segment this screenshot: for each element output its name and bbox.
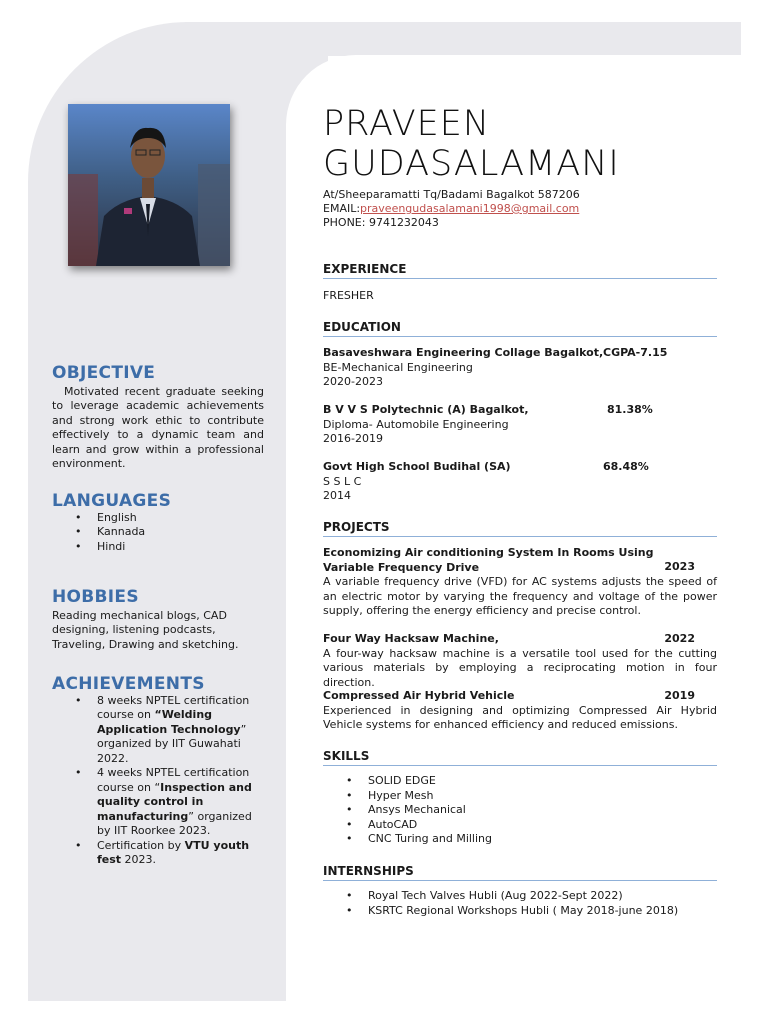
skill-item: • AutoCAD: [368, 818, 717, 833]
project-item: [323, 689, 717, 733]
experience-text: FRESHER: [323, 289, 374, 302]
skill-item: • Hyper Mesh: [368, 789, 717, 804]
candidate-name: [323, 104, 620, 184]
achievement-item: • 4 weeks NPTEL certification course on “Inspection and quality control in manufacturing” organized by IIT Roorkee 2023.: [97, 766, 264, 839]
internships-heading: INTERNSHIPS: [323, 864, 717, 881]
project-desc: Experienced in designing and optimizing Compressed Air Hybrid Vehicle systems for enhanced efficiency and reduced emissions.: [323, 703, 717, 731]
achievement-item: • Certification by VTU youth fest 2023.: [97, 839, 264, 868]
achievement-item: • 8 weeks NPTEL certification course on “Welding Application Technology” organized by IIT Guwahati 2022.: [97, 694, 264, 767]
skill-item: • Ansys Mechanical: [368, 803, 717, 818]
education-item: [323, 460, 717, 504]
education-heading: EDUCATION: [323, 320, 717, 337]
score: 68.48%: [603, 460, 649, 473]
education-item: [323, 403, 717, 447]
project-item: [323, 546, 717, 619]
years: 2016-2019: [323, 432, 383, 445]
project-desc: A variable frequency drive (VFD) for AC systems adjusts the speed of an electric motor by varying the frequency and voltage of the power supply, offering the energy efficiency and precise control.: [323, 575, 717, 617]
course: Diploma- Automobile Engineering: [323, 417, 509, 431]
project-desc: A four-way hacksaw machine is a versatile tool used for the cutting various materials by employing a reciprocating motion in four direction.: [323, 646, 717, 689]
hobbies-text: Reading mechanical blogs, CAD designing, listening podcasts, Traveling, Drawing and sketching.: [52, 608, 239, 651]
skills-heading: SKILLS: [323, 749, 717, 766]
achievements-heading: ACHIEVEMENTS: [52, 674, 205, 694]
projects-heading: PROJECTS: [323, 520, 717, 537]
project-title: Economizing Air conditioning System In Rooms Using Variable Frequency Drive: [323, 546, 654, 574]
name-last: GUDASALAMANI: [323, 144, 620, 184]
objective-text: Motivated recent graduate seeking to leverage academic achievements and strong work ethic to contribute effectively to a dynamic team and learn and grow within a professional environment.: [52, 384, 264, 470]
profile-photo: [68, 104, 230, 266]
internship-item: • Royal Tech Valves Hubli (Aug 2022-Sept 2022): [368, 889, 717, 904]
skills-list: [323, 774, 717, 847]
skills-section: [323, 774, 717, 847]
course: BE-Mechanical Engineering: [323, 360, 473, 374]
score: 81.38%: [607, 403, 653, 416]
objective-section: [52, 363, 264, 472]
years: 2020-2023: [323, 375, 383, 388]
experience-heading: EXPERIENCE: [323, 262, 717, 279]
achievements-section: [52, 674, 264, 868]
project-year: 2019: [664, 689, 695, 702]
internships-section: [323, 889, 717, 918]
languages-list: [52, 511, 264, 555]
objective-heading: OBJECTIVE: [52, 363, 156, 383]
internships-list: [323, 889, 717, 918]
school-name: B V V S Polytechnic (A) Bagalkot,: [323, 403, 529, 416]
contact-block: [323, 188, 580, 230]
school-name: Basaveshwara Engineering Collage Bagalkot,: [323, 346, 604, 359]
achievements-list: [52, 694, 264, 868]
project-title: Four Way Hacksaw Machine,: [323, 632, 499, 645]
internship-item: • KSRTC Regional Workshops Hubli ( May 2018-june 2018): [368, 904, 717, 919]
address-line: At/Sheeparamatti Tq/Badami Bagalkot 587206: [323, 188, 580, 201]
score: CGPA-7.15: [603, 346, 668, 359]
course: S S L C: [323, 474, 362, 488]
project-item: [323, 632, 717, 690]
email-line: EMAIL:praveengudasalamani1998@gmail.com: [323, 202, 580, 215]
phone-line: PHONE: 9741232043: [323, 216, 439, 229]
language-item: • Hindi: [97, 540, 264, 555]
project-title: Compressed Air Hybrid Vehicle: [323, 689, 515, 702]
school-name: Govt High School Budihal (SA): [323, 460, 511, 473]
skill-item: • CNC Turing and Milling: [368, 832, 717, 847]
project-year: 2023: [664, 560, 695, 573]
skill-item: • SOLID EDGE: [368, 774, 717, 789]
email-link[interactable]: praveengudasalamani1998@gmail.com: [360, 202, 580, 215]
language-item: • English: [97, 511, 264, 526]
languages-heading: LANGUAGES: [52, 491, 172, 511]
hobbies-heading: HOBBIES: [52, 587, 139, 607]
hobbies-section: [52, 587, 264, 652]
name-first: PRAVEEN: [323, 104, 491, 144]
project-year: 2022: [664, 632, 695, 645]
languages-section: [52, 491, 264, 554]
education-item: [323, 346, 717, 390]
language-item: • Kannada: [97, 525, 264, 540]
years: 2014: [323, 489, 351, 502]
